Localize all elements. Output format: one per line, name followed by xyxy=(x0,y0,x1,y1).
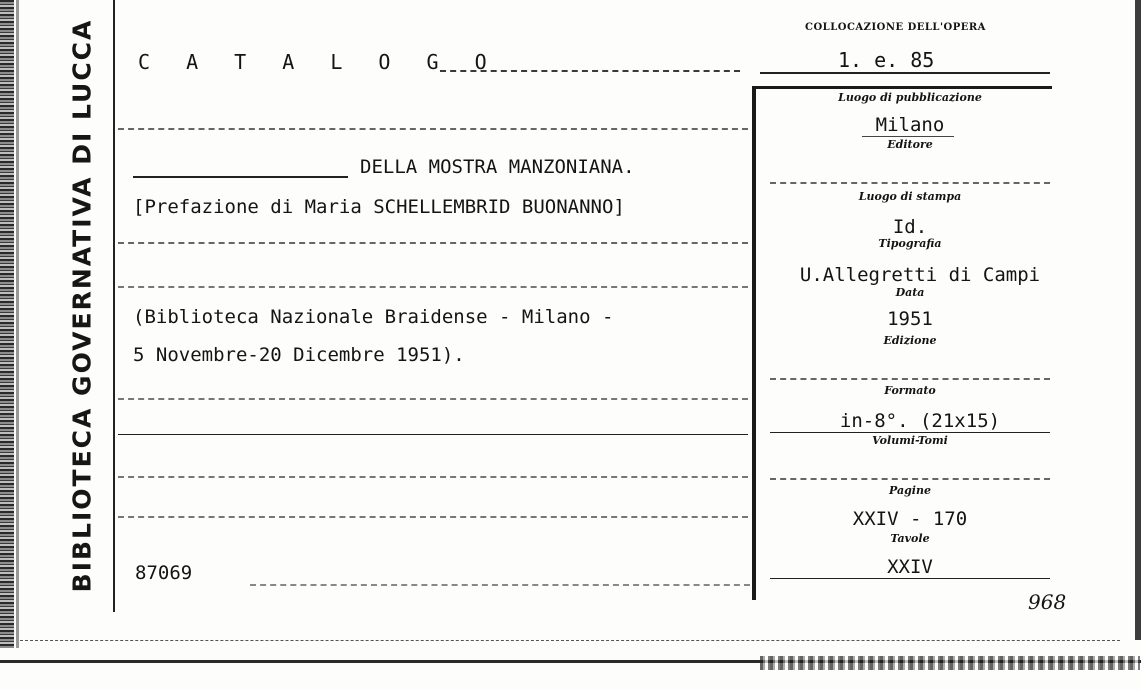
note-line-1: (Biblioteca Nazionale Braidense - Milano - xyxy=(133,306,614,328)
record-number: 87069 xyxy=(135,562,193,584)
card-edge-line xyxy=(16,0,19,660)
rule-edizione xyxy=(770,378,1050,380)
label-luogo-stampa: Luogo di stampa xyxy=(858,190,962,203)
title-blank-rule xyxy=(133,176,348,178)
value-tavole: XXIV xyxy=(887,556,933,578)
value-tipografia: U.Allegretti di Campi xyxy=(799,264,1041,286)
rule-5 xyxy=(118,398,748,400)
label-volumi-tomi: Volumi-Tomi xyxy=(872,434,948,447)
catalog-label: C A T A L O G O xyxy=(138,50,499,74)
library-spine-label xyxy=(50,0,114,610)
rule-6 xyxy=(118,434,748,435)
preface-line: [Prefazione di Maria SCHELLEMBRID BUONANNO] xyxy=(133,196,625,218)
rule-2 xyxy=(118,128,748,130)
value-formato: in-8°. (21x15) xyxy=(839,410,1001,432)
label-luogo-pubblicazione: Luogo di pubblicazione xyxy=(838,91,982,104)
label-edizione: Edizione xyxy=(883,334,937,347)
label-tavole: Tavole xyxy=(890,532,930,545)
rule-1 xyxy=(440,70,740,72)
rule-8 xyxy=(118,516,748,518)
rule-3 xyxy=(118,242,748,244)
value-pagine: XXIV - 170 xyxy=(852,508,968,530)
label-tipografia: Tipografia xyxy=(878,237,942,250)
collocation-value: 1. e. 85 xyxy=(838,48,935,72)
scan-noise xyxy=(760,656,1140,670)
label-editore: Editore xyxy=(887,138,933,151)
rule-7 xyxy=(118,476,748,478)
rule-formato xyxy=(770,432,1050,433)
collocation-header: COLLOCAZIONE DELL'OPERA xyxy=(805,22,986,33)
rule-9 xyxy=(250,584,750,586)
rule-tavole xyxy=(770,578,1050,579)
label-data: Data xyxy=(895,286,925,299)
title-line: DELLA MOSTRA MANZONIANA. xyxy=(360,156,635,178)
fields-box-left-border xyxy=(752,86,756,600)
value-luogo-stampa: Id. xyxy=(892,216,928,238)
label-formato: Formato xyxy=(884,384,936,397)
library-name: BIBLIOTECA GOVERNATIVA DI LUCCA xyxy=(67,18,97,592)
handwritten-note: 968 xyxy=(1028,590,1067,614)
note-line-2: 5 Novembre-20 Dicembre 1951). xyxy=(133,344,465,366)
collocation-rule xyxy=(760,72,1050,74)
card-bottom-edge xyxy=(20,640,1120,641)
card-edge-scan-artifact xyxy=(0,0,14,660)
rule-volumi xyxy=(770,478,1050,480)
value-luogo-pubblicazione: Milano xyxy=(875,114,945,136)
label-pagine: Pagine xyxy=(889,484,931,497)
fields-box-top-border xyxy=(752,86,1052,89)
left-margin-rule xyxy=(113,0,115,612)
rule-4 xyxy=(118,286,748,288)
value-data: 1951 xyxy=(887,308,933,330)
rule-editore xyxy=(770,182,1050,184)
card-right-edge xyxy=(1135,0,1141,640)
rule-luogo xyxy=(862,136,954,137)
